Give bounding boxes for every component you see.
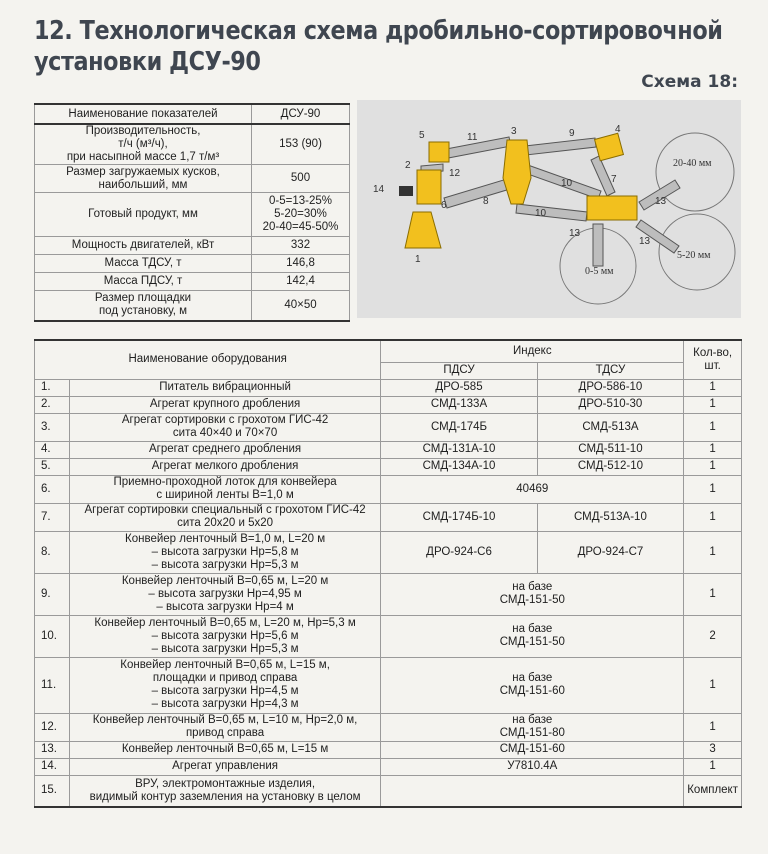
equipment-row bbox=[35, 379, 742, 396]
label-6: 6 bbox=[441, 200, 447, 211]
equipment-row-number: 7. bbox=[35, 503, 70, 531]
equipment-row-tdsu: СМД-513А bbox=[537, 413, 684, 441]
equipment-row bbox=[35, 713, 742, 741]
equipment-table bbox=[34, 339, 742, 808]
label-5: 5 bbox=[419, 130, 425, 141]
specs-row bbox=[35, 255, 350, 273]
label-13b: 13 bbox=[639, 236, 651, 247]
equipment-row-pdsu: СМД-131А-10 bbox=[381, 441, 537, 458]
equipment-row-number: 6. bbox=[35, 475, 70, 503]
specs-row-name: Готовый продукт, мм bbox=[35, 193, 252, 237]
equipment-row bbox=[35, 741, 742, 758]
specs-header-name: Наименование показателей bbox=[35, 104, 252, 124]
specs-row-value: 0-5=13-25% 5-20=30% 20-40=45-50% bbox=[252, 193, 350, 237]
equipment-row-name: Конвейер ленточный В=0,65 м, L=20 м – высота загрузки Нр=4,95 м – высота загрузки Нр=4 м bbox=[69, 573, 381, 615]
specs-row-value: 40×50 bbox=[252, 291, 350, 321]
equipment-row bbox=[35, 615, 742, 657]
label-10a: 10 bbox=[561, 178, 573, 189]
equipment-row-name: ВРУ, электромонтажные изделия, видимый контур заземления на установку в целом bbox=[69, 775, 381, 807]
specs-row-name: Масса ПДСУ, т bbox=[35, 273, 252, 291]
specs-row-name: Размер загружаемых кусков, наибольший, мм bbox=[35, 165, 252, 193]
equipment-row-name: Агрегат мелкого дробления bbox=[69, 458, 381, 475]
equipment-row bbox=[35, 458, 742, 475]
equipment-row-qty: 1 bbox=[684, 657, 742, 713]
equipment-row-name: Агрегат среднего дробления bbox=[69, 441, 381, 458]
specs-row-name: Производительность, т/ч (м³/ч), при насыпной массе 1,7 т/м³ bbox=[35, 124, 252, 165]
specs-header-row bbox=[35, 104, 350, 124]
screen-3 bbox=[503, 140, 531, 204]
equipment-row-pdsu: СМД-134А-10 bbox=[381, 458, 537, 475]
equipment-row-tdsu: СМД-512-10 bbox=[537, 458, 684, 475]
specs-header-value: ДСУ-90 bbox=[252, 104, 350, 124]
feeder-1 bbox=[405, 212, 441, 248]
specs-row bbox=[35, 291, 350, 321]
equipment-row-name: Конвейер ленточный В=1,0 м, L=20 м – высота загрузки Нр=5,8 м – высота загрузки Нр=5,3 м bbox=[69, 531, 381, 573]
equipment-row-name: Конвейер ленточный В=0,65 м, L=15 м, площадки и привод справа – высота загрузки Нр=4,5 м – высота загрузки Нр=4,3 м bbox=[69, 657, 381, 713]
equipment-row-qty: 1 bbox=[684, 379, 742, 396]
crusher-4 bbox=[595, 133, 624, 160]
equipment-row-tdsu: ДРО-924-С7 bbox=[537, 531, 684, 573]
equipment-row-number: 4. bbox=[35, 441, 70, 458]
equipment-row-index: 40469 bbox=[381, 475, 684, 503]
specs-row bbox=[35, 124, 350, 165]
equipment-row-qty: 1 bbox=[684, 396, 742, 413]
specs-table bbox=[34, 103, 350, 322]
equipment-row-number: 10. bbox=[35, 615, 70, 657]
pile-label-20-40: 20-40 мм bbox=[673, 158, 712, 169]
equipment-row-index: У7810.4А bbox=[381, 758, 684, 775]
equipment-row-pdsu: СМД-133А bbox=[381, 396, 537, 413]
equipment-row-name: Агрегат сортировки специальный с грохотом ГИС-42 сита 20x20 и 5x20 bbox=[69, 503, 381, 531]
specs-row-value: 153 (90) bbox=[252, 124, 350, 165]
specs-row-value: 142,4 bbox=[252, 273, 350, 291]
equipment-row bbox=[35, 531, 742, 573]
equipment-row-qty: 1 bbox=[684, 458, 742, 475]
equipment-header-index: Индекс bbox=[381, 340, 684, 362]
equipment-row-number: 11. bbox=[35, 657, 70, 713]
label-9: 9 bbox=[569, 128, 575, 139]
label-13c: 13 bbox=[569, 228, 581, 239]
specs-row bbox=[35, 193, 350, 237]
screen-7 bbox=[587, 196, 637, 220]
specs-row bbox=[35, 165, 350, 193]
label-8: 8 bbox=[483, 196, 489, 207]
equipment-row-number: 9. bbox=[35, 573, 70, 615]
conveyor-10-lower bbox=[516, 204, 587, 221]
pile-label-0-5: 0-5 мм bbox=[585, 266, 614, 277]
equipment-row-qty: 1 bbox=[684, 758, 742, 775]
equipment-row bbox=[35, 758, 742, 775]
equipment-header-pdsu: ПДСУ bbox=[381, 362, 537, 379]
crusher-5 bbox=[429, 142, 449, 162]
equipment-row-index: на базе СМД-151-50 bbox=[381, 573, 684, 615]
title-line-2: установки ДСУ-90 bbox=[34, 47, 261, 77]
equipment-row-qty: 1 bbox=[684, 413, 742, 441]
equipment-row-tdsu: СМД-513А-10 bbox=[537, 503, 684, 531]
equipment-row-index: на базе СМД-151-80 bbox=[381, 713, 684, 741]
crusher-2 bbox=[417, 170, 441, 204]
specs-row-value: 146,8 bbox=[252, 255, 350, 273]
pile-20-40-circle bbox=[656, 133, 734, 211]
title-line-1: 12. Технологическая схема дробильно-сортировочной bbox=[34, 16, 723, 46]
scheme-label: Схема 18: bbox=[641, 72, 738, 92]
process-flow-diagram bbox=[357, 100, 741, 318]
equipment-row-qty: 1 bbox=[684, 441, 742, 458]
equipment-row-number: 2. bbox=[35, 396, 70, 413]
label-3: 3 bbox=[511, 126, 517, 137]
equipment-row-number: 14. bbox=[35, 758, 70, 775]
equipment-row bbox=[35, 503, 742, 531]
label-4: 4 bbox=[615, 124, 621, 135]
conveyor-9 bbox=[525, 138, 596, 155]
equipment-row-index: СМД-151-60 bbox=[381, 741, 684, 758]
equipment-row-pdsu: ДРО-924-С6 bbox=[381, 531, 537, 573]
label-11: 11 bbox=[467, 132, 478, 143]
equipment-row-qty: 1 bbox=[684, 573, 742, 615]
equipment-row-name: Приемно-проходной лоток для конвейера с шириной ленты В=1,0 м bbox=[69, 475, 381, 503]
label-13a: 13 bbox=[655, 196, 667, 207]
specs-row-value: 332 bbox=[252, 237, 350, 255]
equipment-row bbox=[35, 413, 742, 441]
equipment-row bbox=[35, 441, 742, 458]
equipment-row-pdsu: ДРО-585 bbox=[381, 379, 537, 396]
label-2: 2 bbox=[405, 160, 411, 171]
equipment-row-tdsu: ДРО-586-10 bbox=[537, 379, 684, 396]
equipment-row-qty: 1 bbox=[684, 503, 742, 531]
equipment-row bbox=[35, 657, 742, 713]
equipment-row bbox=[35, 573, 742, 615]
equipment-row-qty: 3 bbox=[684, 741, 742, 758]
specs-row bbox=[35, 273, 350, 291]
equipment-row bbox=[35, 475, 742, 503]
equipment-row-number: 5. bbox=[35, 458, 70, 475]
label-14: 14 bbox=[373, 184, 385, 195]
specs-row-name: Размер площадки под установку, м bbox=[35, 291, 252, 321]
equipment-row-tdsu: ДРО-510-30 bbox=[537, 396, 684, 413]
specs-row-value: 500 bbox=[252, 165, 350, 193]
equipment-row-pdsu: СМД-174Б bbox=[381, 413, 537, 441]
diagram-svg bbox=[357, 100, 741, 318]
equipment-row-number: 15. bbox=[35, 775, 70, 807]
equipment-row-number: 13. bbox=[35, 741, 70, 758]
specs-row bbox=[35, 237, 350, 255]
equipment-row-name: Питатель вибрационный bbox=[69, 379, 381, 396]
equipment-row-index bbox=[381, 775, 684, 807]
specs-row-name: Мощность двигателей, кВт bbox=[35, 237, 252, 255]
equipment-row bbox=[35, 396, 742, 413]
equipment-row-qty: Комплект bbox=[684, 775, 742, 807]
pile-label-5-20: 5-20 мм bbox=[677, 250, 711, 261]
equipment-row-qty: 1 bbox=[684, 713, 742, 741]
equipment-row-pdsu: СМД-174Б-10 bbox=[381, 503, 537, 531]
equipment-row-tdsu: СМД-511-10 bbox=[537, 441, 684, 458]
page-title bbox=[34, 16, 723, 78]
control-unit-14 bbox=[399, 186, 413, 196]
equipment-row-number: 8. bbox=[35, 531, 70, 573]
specs-row-name: Масса ТДСУ, т bbox=[35, 255, 252, 273]
equipment-row-number: 3. bbox=[35, 413, 70, 441]
equipment-row-name: Конвейер ленточный В=0,65 м, L=10 м, Нр=2,0 м, привод справа bbox=[69, 713, 381, 741]
equipment-row-qty: 2 bbox=[684, 615, 742, 657]
equipment-row-name: Конвейер ленточный В=0,65 м, L=15 м bbox=[69, 741, 381, 758]
equipment-row-name: Конвейер ленточный В=0,65 м, L=20 м, Нр=5,3 м – высота загрузки Нр=5,6 м – высота загрузки Нр=5,3 м bbox=[69, 615, 381, 657]
equipment-row-qty: 1 bbox=[684, 475, 742, 503]
equipment-row-name: Агрегат крупного дробления bbox=[69, 396, 381, 413]
equipment-row-qty: 1 bbox=[684, 531, 742, 573]
label-1: 1 bbox=[415, 254, 421, 265]
equipment-row-index: на базе СМД-151-50 bbox=[381, 615, 684, 657]
label-10b: 10 bbox=[535, 208, 547, 219]
equipment-row-number: 1. bbox=[35, 379, 70, 396]
equipment-header-row-1 bbox=[35, 340, 742, 362]
equipment-header-qty: Кол-во, шт. bbox=[684, 340, 742, 379]
equipment-header-tdsu: ТДСУ bbox=[537, 362, 684, 379]
label-7: 7 bbox=[611, 174, 617, 185]
label-12: 12 bbox=[449, 168, 461, 179]
conveyor-13-to-0-5 bbox=[593, 224, 603, 266]
equipment-row-name: Агрегат сортировки с грохотом ГИС-42 сита 40×40 и 70×70 bbox=[69, 413, 381, 441]
equipment-row-name: Агрегат управления bbox=[69, 758, 381, 775]
equipment-row-index: на базе СМД-151-60 bbox=[381, 657, 684, 713]
equipment-row bbox=[35, 775, 742, 807]
equipment-row-number: 12. bbox=[35, 713, 70, 741]
equipment-header-name: Наименование оборудования bbox=[35, 340, 381, 379]
